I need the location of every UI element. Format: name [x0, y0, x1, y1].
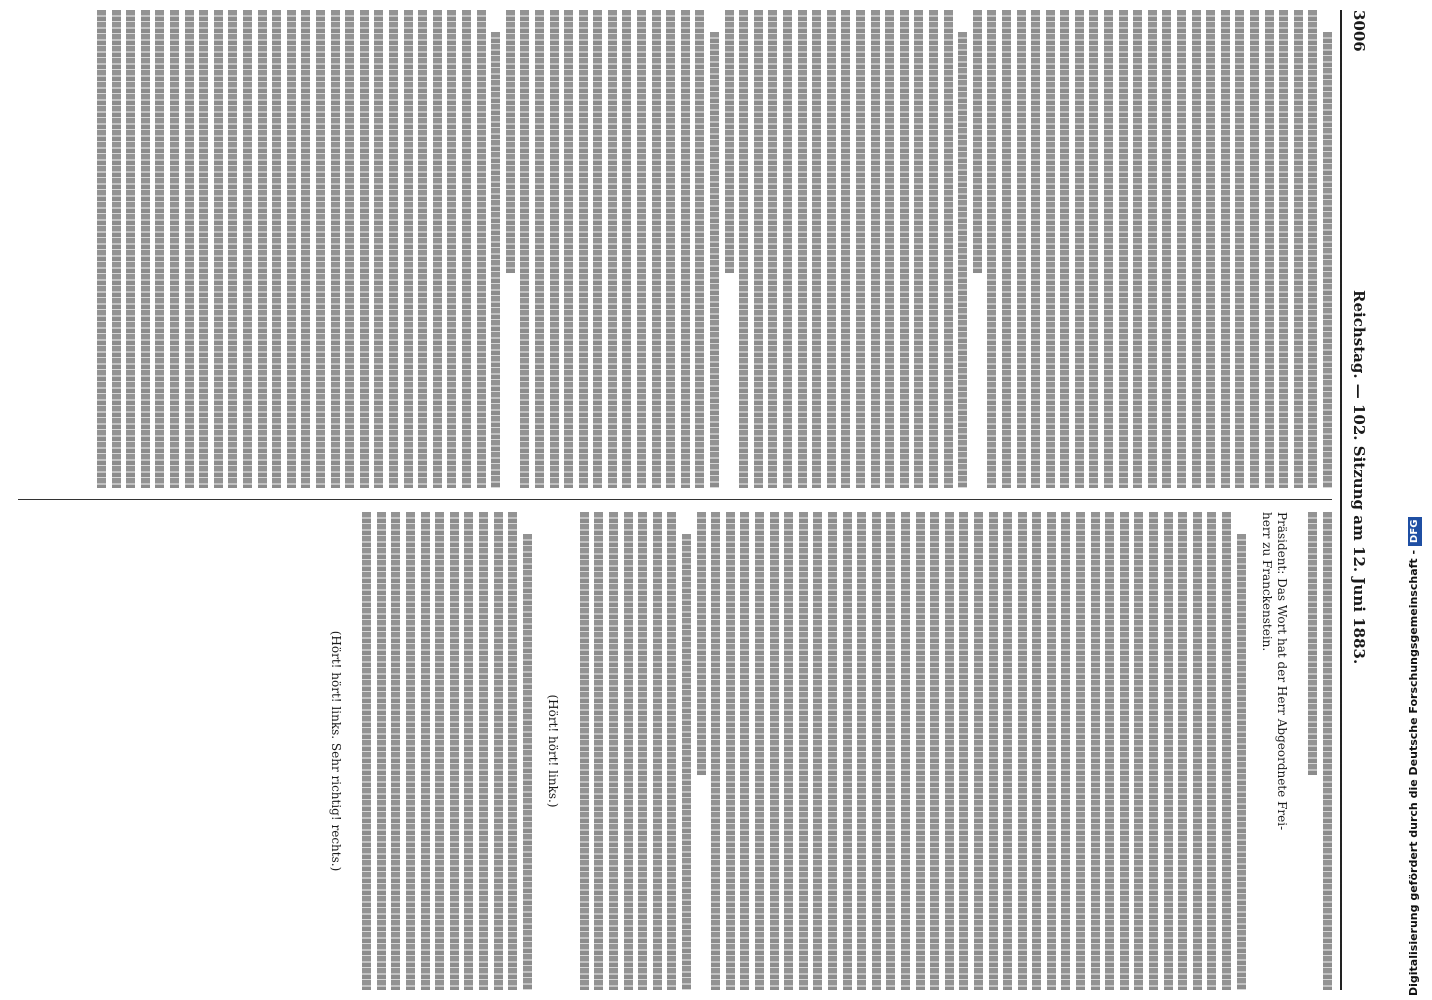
president-speaker-line-cont: herr zu Franckenstein. — [1260, 512, 1275, 652]
digitization-note-text: Digitalisierung gefördert durch die Deutsche Forschungsgemeinschaft - — [1407, 549, 1420, 996]
text-line — [362, 512, 371, 990]
text-line — [624, 512, 633, 990]
text-line — [1091, 512, 1100, 990]
text-line — [755, 512, 764, 990]
text-line — [609, 512, 618, 990]
text-line — [1148, 10, 1157, 488]
text-line — [1206, 10, 1215, 488]
text-line — [667, 512, 676, 990]
text-line — [784, 512, 793, 990]
text-line — [258, 10, 267, 488]
text-line — [520, 10, 529, 488]
text-line — [930, 512, 939, 990]
text-line — [711, 512, 720, 990]
interjection: (Hört! hört! links.) — [546, 694, 561, 808]
text-line — [418, 10, 427, 488]
text-line — [1104, 10, 1113, 488]
text-line — [1120, 512, 1129, 990]
text-line — [523, 534, 532, 990]
text-line — [900, 10, 909, 488]
text-line — [433, 10, 442, 488]
text-line — [1279, 10, 1288, 488]
text-line — [695, 10, 704, 488]
text-line — [535, 10, 544, 488]
text-line — [1090, 10, 1099, 488]
text-line — [608, 10, 617, 488]
text-line — [97, 10, 106, 488]
text-line — [112, 10, 121, 488]
text-line — [1237, 534, 1246, 990]
text-line — [783, 10, 792, 488]
text-line — [421, 512, 430, 990]
text-line — [857, 512, 866, 990]
text-line — [914, 10, 923, 488]
text-line — [287, 10, 296, 488]
text-line — [479, 512, 488, 990]
page-number: 3006 — [1350, 10, 1368, 52]
text-line — [682, 534, 691, 990]
header-rule — [1340, 10, 1342, 990]
text-line — [623, 10, 632, 488]
text-line — [550, 10, 559, 488]
left-text-column — [18, 10, 1332, 488]
paragraph-gap — [1246, 512, 1260, 990]
text-line — [579, 10, 588, 488]
text-line — [989, 512, 998, 990]
text-line — [958, 32, 967, 488]
text-line — [1075, 10, 1084, 488]
text-line — [126, 10, 135, 488]
text-line — [156, 10, 165, 488]
text-line — [740, 512, 749, 990]
text-line — [1060, 10, 1069, 488]
text-line — [812, 10, 821, 488]
text-line — [316, 10, 325, 488]
text-line — [1265, 10, 1274, 488]
text-line — [1222, 512, 1231, 990]
paragraph-gap — [1289, 512, 1303, 990]
text-line — [666, 10, 675, 488]
text-line — [1076, 512, 1085, 990]
text-line — [391, 512, 400, 990]
text-line — [1031, 10, 1040, 488]
text-line — [1046, 10, 1055, 488]
text-line — [1105, 512, 1114, 990]
paragraph-gap — [343, 512, 357, 990]
text-line — [477, 10, 486, 488]
digitization-note — [1402, 6, 1426, 996]
text-line — [726, 512, 735, 990]
text-line — [301, 10, 310, 488]
text-line — [770, 512, 779, 990]
text-line — [141, 10, 150, 488]
text-line — [652, 10, 661, 488]
text-line — [929, 10, 938, 488]
text-line — [901, 512, 910, 990]
text-line — [1221, 10, 1230, 488]
text-line — [494, 512, 503, 990]
text-line — [944, 10, 953, 488]
text-line — [1323, 32, 1332, 488]
text-line — [185, 10, 194, 488]
text-line — [1062, 512, 1071, 990]
text-line — [1047, 512, 1056, 990]
text-line — [754, 10, 763, 488]
text-line — [580, 512, 589, 990]
paragraph-gap — [532, 512, 546, 990]
text-line — [1018, 512, 1027, 990]
text-line — [564, 10, 573, 488]
text-line — [841, 10, 850, 488]
text-line — [508, 512, 517, 990]
text-line — [637, 10, 646, 488]
text-line — [447, 10, 456, 488]
text-line — [885, 10, 894, 488]
text-line — [1250, 10, 1259, 488]
text-line — [377, 512, 386, 990]
text-line — [710, 32, 719, 488]
text-line — [638, 512, 647, 990]
text-line — [491, 32, 500, 488]
text-line — [272, 10, 281, 488]
text-line — [916, 512, 925, 990]
text-line — [987, 10, 996, 488]
text-line — [1162, 10, 1171, 488]
text-line — [945, 512, 954, 990]
text-line — [199, 10, 208, 488]
running-head: Reichstag. — 102. Sitzung am 12. Juni 1883. — [1350, 290, 1368, 665]
text-line — [653, 512, 662, 990]
president-speaker-line: Präsident: Das Wort hat der Herr Abgeordnete Frei- — [1274, 512, 1289, 831]
text-line — [435, 512, 444, 990]
text-line — [768, 10, 777, 488]
text-line — [681, 10, 690, 488]
text-line — [798, 10, 807, 488]
text-line — [1235, 10, 1244, 488]
text-line — [959, 512, 968, 990]
text-line — [1119, 10, 1128, 488]
text-line — [1032, 512, 1041, 990]
text-line — [243, 10, 252, 488]
text-line — [1294, 10, 1303, 488]
text-line — [450, 512, 459, 990]
text-line — [228, 10, 237, 488]
text-line — [1133, 10, 1142, 488]
text-line — [360, 10, 369, 488]
text-line — [1308, 10, 1317, 488]
text-line — [872, 512, 881, 990]
text-line — [843, 512, 852, 990]
text-line — [374, 10, 383, 488]
text-line — [345, 10, 354, 488]
text-line — [697, 512, 706, 775]
text-line — [813, 512, 822, 990]
text-line — [464, 512, 473, 990]
text-line — [1134, 512, 1143, 990]
text-line — [462, 10, 471, 488]
text-line — [1192, 10, 1201, 488]
text-line — [739, 10, 748, 488]
text-line — [1193, 512, 1202, 990]
text-line — [506, 10, 515, 273]
closing-interjection: (Hört! hört! links. Sehr richtig! rechts.) — [328, 630, 343, 872]
text-line — [856, 10, 865, 488]
text-line — [389, 10, 398, 488]
text-line — [1002, 10, 1011, 488]
dfg-logo: DFG — [1408, 517, 1422, 546]
text-line — [1177, 10, 1186, 488]
right-text-column — [18, 512, 1332, 990]
text-line — [406, 512, 415, 990]
text-line — [828, 512, 837, 990]
text-line — [827, 10, 836, 488]
text-line — [595, 512, 604, 990]
text-line — [593, 10, 602, 488]
text-line — [214, 10, 223, 488]
text-line — [1323, 512, 1332, 990]
text-line — [886, 512, 895, 990]
text-line — [170, 10, 179, 488]
text-line — [1149, 512, 1158, 990]
text-line — [871, 10, 880, 488]
text-line — [404, 10, 413, 488]
text-line — [1178, 512, 1187, 990]
text-line — [1308, 512, 1317, 775]
column-divider — [18, 499, 1332, 500]
text-line — [799, 512, 808, 990]
text-line — [1017, 10, 1026, 488]
text-line — [1207, 512, 1216, 990]
paragraph-gap — [560, 512, 574, 990]
text-line — [1164, 512, 1173, 990]
text-line — [973, 10, 982, 273]
text-line — [1003, 512, 1012, 990]
text-line — [974, 512, 983, 990]
text-line — [331, 10, 340, 488]
text-line — [725, 10, 734, 273]
